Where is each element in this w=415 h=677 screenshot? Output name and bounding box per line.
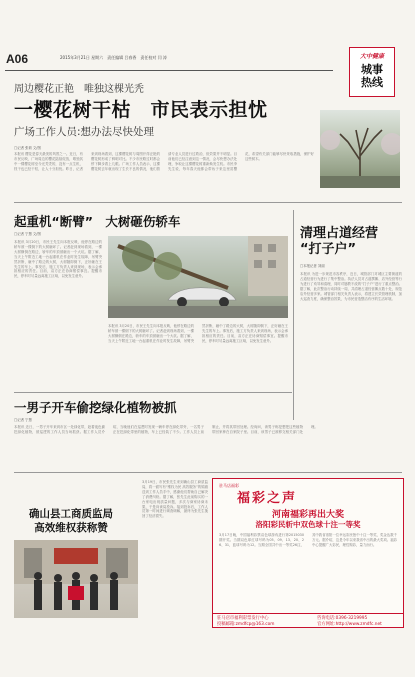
ad-brand-sub: 驻马店福彩 (219, 483, 239, 488)
story1-byline: □记者 张莉 文/图 (14, 146, 41, 150)
section-title: 城事 热线 (361, 63, 383, 89)
divider-3 (14, 472, 402, 473)
story3-body: 本报讯 为进一步规范市容秩序，近日，城管部门对城区主要街道的占道经营行为进行了集中整治。执法人员对占道摆摊、店外经营等行为进行了劝导和清理，同时对屡教不改的“打子户”进行了重点整治。据了解，此次整治行动持续一周，共清理占道经营摊点数十处，规范店外经营多家。城管部门相关负责人表示，将建立长效管理机制，加大巡查力度，确保整治效果，为市民营造整洁有序的生活环境。 (300, 272, 402, 301)
story1-subtitle: 广场工作人员:想办法尽快处理 (14, 126, 155, 138)
divider-1 (14, 202, 402, 203)
story1-title: 一樱花树干枯 市民表示担忧 (14, 99, 268, 121)
header-meta: 2015年3月21日 星期六 责任编辑 吕春香 责任校对 闫 涛 (60, 55, 167, 60)
lottery-ad (212, 478, 404, 628)
story2-photo (108, 236, 288, 318)
story3-byline: □本报记者 刘丽 (300, 264, 325, 268)
ad-footer-email: 投稿邮箱:zmdfcp@163.com (217, 622, 275, 627)
masthead-box (349, 47, 395, 97)
story5-title: 确山县工商质监局 高效维权获称赞 (29, 508, 113, 534)
story4-body: 本报讯 近日，一男子开车来到市区一处绿化带，趁着夜色偷挖绿化植物，被巡逻的工作人员当场抓获。据工作人员介绍，当晚他们在巡逻时发现一辆车停在绿化带旁，一名男子正在挖绿化带里的植物，车上已经装了不少。工作人员上前制止，并将其带回处理。经询问，该男子称是想把这些植物带回家种在自家院子里。目前，该男子已被移交相关部门处理。 (14, 425, 318, 434)
ad-headline: 河南福彩再出大奖 (271, 510, 344, 520)
story2-title: 起重机“断臂” 大树砸伤轿车 (14, 214, 181, 229)
ad-brand: 福彩之声 (237, 491, 298, 506)
ad-body: 3月17日晚，中国福利彩票双色球游戏进行第2015030期开奖。当期双色球红球号码为05、09、13、20、26、31，蓝球号码为12。当期全国共中出一等奖26注，其中我省洛阳一位幸运彩民独中十注一等奖，奖金达数千万元。据介绍，这是今年以来我省中出的最大奖项。福彩中心提醒广大彩民，理性购彩，量力而行。 (219, 533, 397, 547)
story5-photo (14, 540, 138, 618)
ad-footer-web: 官方网址:http://www.zmdfc.net (317, 622, 382, 627)
story2-body-right: 本报讯 3月20日，市民王先生向本报反映，他停在路边的轿车被一棵倒下的大树砸坏了。记者赶到现场看到，一棵大树横倒在路边，轿车的车顶被砸出一个大坑。据了解，当天上午附近工地一台起重机在作业时发生故障，吊臂突然折断，砸中了路边的大树，大树随即倒下，正好砸在王先生的车上。事发后，施工方负责人来到现场，表示会承担相应的责任。目前，双方正在协商赔偿事宜。提醒市民，停车时尽量远离施工区域，以免发生意外。 (108, 324, 288, 343)
story4-title: 一男子开车偷挖绿化植物被抓 (14, 400, 177, 415)
ad-footer (213, 613, 403, 628)
story2-body: 本报讯 3月20日，市民王先生向本报反映，他停在路边的轿车被一棵倒下的大树砸坏了。记者赶到现场看到，一棵大树横倒在路边，轿车的车顶被砸出一个大坑。据了解，当天上午附近工地一台起重机在作业时发生故障，吊臂突然折断，砸中了路边的大树，大树随即倒下，正好砸在王先生的车上。事发后，施工方负责人来到现场，表示会承担相应的责任。目前，双方正在协商赔偿事宜。提醒市民，停车时尽量远离施工区域，以免发生意外。 (14, 240, 102, 279)
divider-2 (14, 392, 292, 393)
story1-kicker: 周边樱花正艳 唯独这棵光秃 (14, 84, 144, 95)
story1-photo (320, 110, 400, 188)
story2-byline: □记者 宁慧 文/图 (14, 232, 41, 236)
story3-title: 清理占道经营 “打子户” (300, 226, 379, 257)
story4-byline: □记者 宁慧 (14, 418, 32, 422)
header-rule (5, 70, 333, 71)
ad-footer-left: 驻马店市福利彩票发行中心 (217, 616, 269, 621)
story1-body: 本报讯 樱花是春天最美的风景之一。近日，有市民反映，广场周边的樱花陆续绽放，唯独其中一棵樱花树至今光秃秃的，没有一点生机，枝干也已经干枯，让人十分担忧。昨日，记者来到现场看到，这棵樱花树与周围开得正艳的樱花树形成了鲜明对比。不少市民路过时都会停下脚步看上几眼。广场工作人员表示，这棵樱花树去年就出现了生长不良的情况，他们曾请专业人员进行过救治，但效果并不明显。目前他们已经注意到这一情况，会尽快想办法处理，争取让这棵樱花树重新焕发生机。市民李先生说，每年春天他都会带孩子来这里赏樱花，希望有关部门能够尽快采取措施，保护好这些树木。 (14, 152, 314, 171)
divider-vertical (293, 210, 294, 420)
page-number: A06 (6, 52, 29, 66)
brand-label: 大中健康 (359, 53, 384, 60)
story5-body: 3月19日，市民张先生来到确山县工商质监局，将一面写有“维权为民 高效服务”的锦旗送到工作人员手中，感谢他们帮助自己解决了消费纠纷。据了解，张先生此前购买的一台家电出现质量问题，多次与商家协商未果，于是向该局投诉。接到投诉后，工作人员第一时间进行调查调解，最终为张先生挽回了经济损失。 (142, 480, 208, 519)
ad-subline: 洛阳彩民斩中双色球十注一等奖 (255, 520, 361, 529)
ad-footer-phone: 咨询电话:0396-3219995 (317, 616, 368, 621)
